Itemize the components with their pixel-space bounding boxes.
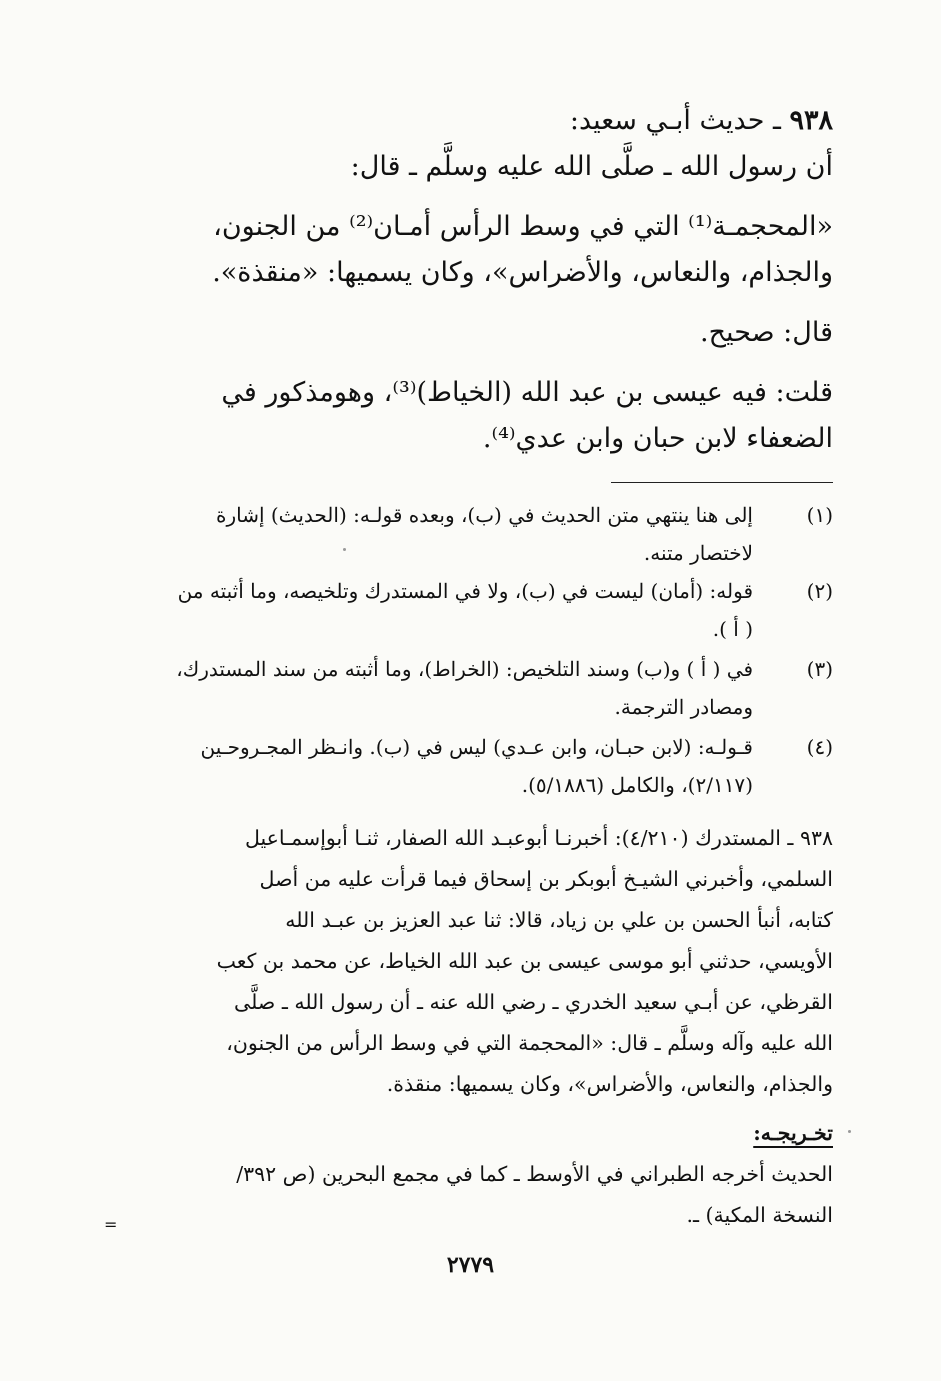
footnote-marker: (٣) — [806, 657, 833, 681]
footnote-line: ( أ ). — [712, 617, 753, 641]
takhrij-line: القرظي، عن أبـي سعيد الخدري ـ رضي الله عنه ـ أن رسول الله ـ صلَّى — [234, 990, 833, 1014]
hadith-line: أن رسول الله ـ صلَّى الله عليه وسلَّم ـ قال: — [350, 151, 833, 182]
footnote-line: قـولـه: (لابن حبـان، وابن عـدي) ليس في (ب). وانـظر المجـروحـين — [200, 735, 753, 759]
hadith-line: «المحجمـة⁽¹⁾ التي في وسط الرأس أمـان⁽²⁾ من الجنون، — [213, 211, 833, 242]
takhrij-line: ٩٣٨ ـ المستدرك (٤/٢١٠): أخبرنـا أبوعبـد الله الصفار، ثنـا أبوإسمـاعيل — [244, 826, 833, 850]
paper-speck — [848, 1130, 851, 1133]
footnote-line: لاختصار متنه. — [643, 541, 753, 565]
footnote-marker: (١) — [806, 503, 833, 527]
footnote-3 — [133, 650, 833, 726]
takhrij-block — [133, 818, 833, 1236]
takhrij-line: النسخة المكية) ـ. — [686, 1203, 833, 1227]
page-number: ٢٧٧٩ — [446, 1252, 495, 1278]
footnote-4 — [133, 728, 833, 804]
footnote-marker: (٢) — [806, 579, 833, 603]
hadith-line: والجذام، والنعاس، والأضراس»، وكان يسميها: «منقذة». — [212, 257, 833, 288]
paper-speck — [343, 548, 346, 551]
footnote-marker: (٤) — [806, 735, 833, 759]
footnote-line: في ( أ ) و(ب) وسند التلخيص: (الخراط)، وما أثبته من سند المستدرك، — [176, 657, 753, 681]
footnote-2 — [133, 572, 833, 648]
takhrij-line: كتابه، أنبأ الحسن بن علي بن زياد، قالا: ثنا عبد العزيز بن عبـد الله — [285, 908, 833, 932]
footnote-1 — [133, 496, 833, 572]
hadith-line: الضعفاء لابن حبان وابن عدي⁽⁴⁾. — [482, 423, 833, 454]
hadith-line: قلت: فيه عيسى بن عبد الله (الخياط)⁽³⁾، وهومذكور في — [221, 377, 833, 408]
footnote-line: ومصادر الترجمة. — [614, 695, 753, 719]
hadith-title: ـ حديث أبـي سعيد: — [569, 105, 781, 136]
hadith-line: قال: صحيح. — [700, 317, 833, 348]
footnote-line: (٢/١١٧)، والكامل (٥/١٨٨٦). — [521, 773, 753, 797]
takhrij-line: السلمي، وأخبرني الشيـخ أبوبكر بن إسحاق فيما قرأت عليه من أصل — [259, 867, 833, 891]
takhrij-line: الله عليه وآله وسلَّم ـ قال: «المحجمة التي في وسط الرأس من الجنون، — [226, 1031, 833, 1055]
takhrij-line: الأويسي، حدثني أبو موسى عيسى بن عبد الله الخياط، عن محمد بن كعب — [216, 949, 833, 973]
hadith-number: ٩٣٨ — [789, 105, 833, 136]
margin-mark: = — [104, 1215, 118, 1234]
hadith-heading — [133, 98, 833, 144]
hadith-block — [133, 98, 833, 462]
takhrij-line: الحديث أخرجه الطبراني في الأوسط ـ كما في مجمع البحرين (ص ٣٩٢/ — [236, 1162, 833, 1186]
takhrij-heading: تخـريجـه: — [753, 1121, 833, 1145]
footnote-line: إلى هنا ينتهي متن الحديث في (ب)، وبعده قولـه: (الحديث) إشارة — [215, 503, 753, 527]
footnote-line: قوله: (أمان) ليست في (ب)، ولا في المستدرك وتلخيصه، وما أثبته من — [177, 579, 753, 603]
takhrij-line: والجذام، والنعاس، والأضراس»، وكان يسميها: منقذة. — [386, 1072, 833, 1096]
footnote-divider — [611, 482, 833, 483]
